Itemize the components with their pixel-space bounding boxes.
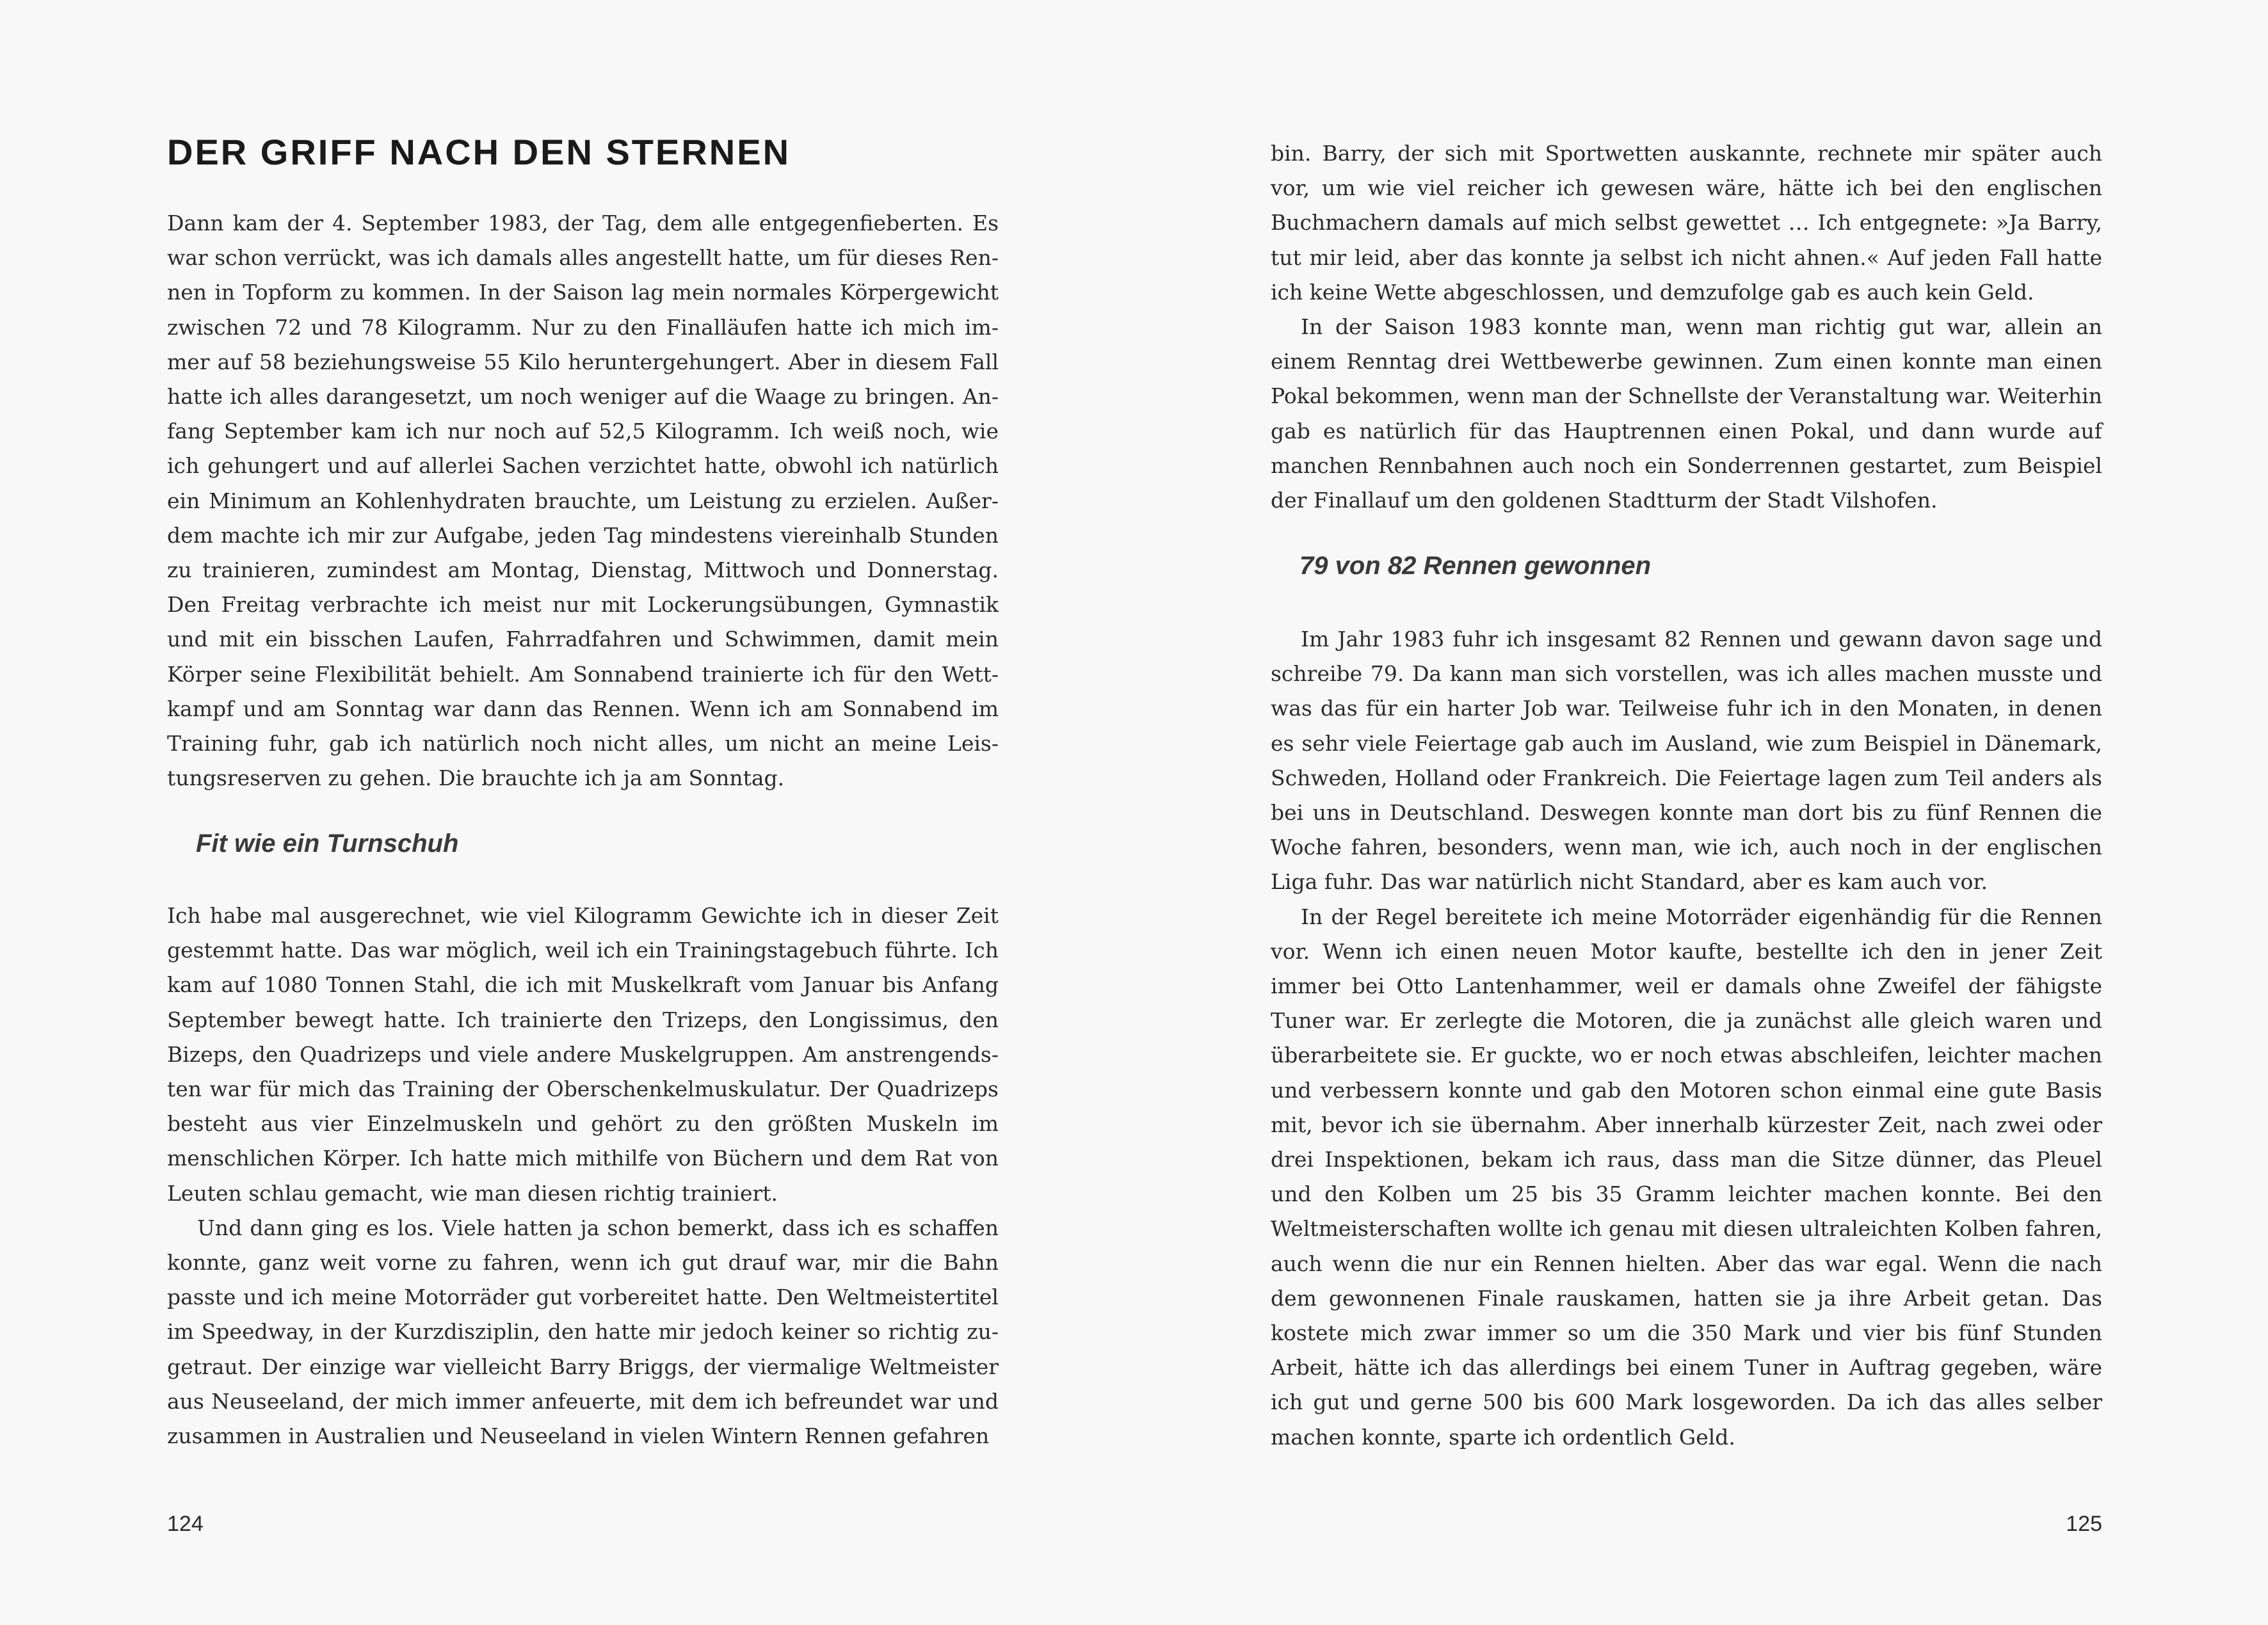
left-body-block-2: [167, 899, 999, 1453]
right-paragraph-4: In der Regel bereitete ich meine Motorräder eigenhändig für die Rennen vor. Wenn ich einen neuen Motor kaufte, bestellte ich den in jener Zeit immer bei Otto Lantenhammer, weil er damals ohne Zweifel der fähigste Tuner war. Er zerlegte die Motoren, die ja zunächst alle gleich waren und überarbeitete sie. Er guckte, wo er noch etwas abschleifen, leichter machen und verbessern konnte und gab den Motoren schon einmal eine gute Basis mit, bevor ich sie übernahm. Aber innerhalb kürzester Zeit, nach zwei oder drei Inspektionen, bekam ich raus, dass man die Sitze dünner, das Pleuel und den Kolben um 25 bis 35 Gramm leichter machen konnte. Bei den Weltmeisterschaften wollte ich genau mit diesen ultraleichten Kolben fahren, auch wenn die nur ein Rennen hielten. Aber das war egal. Wenn die nach dem gewonnenen Finale rauskamen, hatten sie ja ihre Arbeit getan. Das kostete mich zwar immer so um die 350 Mark und vier bis fünf Stunden Arbeit, hätte ich das allerdings bei einem Tuner in Auftrag gegeben, wäre ich gut und gerne 500 bis 600 Mark losgeworden. Da ich das alles selber machen konnte, sparte ich ordentlich Geld.: [1271, 904, 2102, 1450]
page-number-left: 124: [167, 1512, 204, 1536]
left-paragraph-1: Dann kam der 4. September 1983, der Tag, dem alle entgegenfieberten. Es war schon verrückt, was ich damals alles angestellt hatte, um für dieses Rennen in Topform zu kommen. In der Saison lag mein normales Körpergewicht zwischen 72 und 78 Kilogramm. Nur zu den Finalläufen hatte ich mich immer auf 58 beziehungsweise 55 Kilo heruntergehungert. Aber in diesem Fall hatte ich alles darangesetzt, um noch weniger auf die Waage zu bringen. Anfang September kam ich nur noch auf 52,5 Kilogramm. Ich weiß noch, wie ich gehungert und auf allerlei Sachen verzichtet hatte, obwohl ich natürlich ein Minimum an Kohlenhydraten brauchte, um Leistung zu erzielen. Außerdem machte ich mir zur Aufgabe, jeden Tag mindestens viereinhalb Stunden zu trainieren, zumindest am Montag, Dienstag, Mittwoch und Donnerstag. Den Freitag verbrachte ich meist nur mit Lockerungsübungen, Gymnastik und mit ein bisschen Laufen, Fahrradfahren und Schwimmen, damit mein Körper seine Flexibilität behielt. Am Sonnabend trainierte ich für den Wettkampf und am Sonntag war dann das Rennen. Wenn ich am Sonnabend im Training fuhr, gab ich natürlich noch nicht alles, um nicht an meine Leistungsreserven zu gehen. Die brauchte ich ja am Sonntag.: [167, 211, 999, 791]
left-body-block-1: [167, 206, 999, 796]
left-paragraph-2: Ich habe mal ausgerechnet, wie viel Kilogramm Gewichte ich in dieser Zeit gestemmt hatte. Das war möglich, weil ich ein Trainingstagebuch führte. Ich kam auf 1080 Tonnen Stahl, die ich mit Muskelkraft vom Januar bis Anfang September bewegt hatte. Ich trainierte den Trizeps, den Longissimus, den Bizeps, den Quadrizeps und viele andere Muskelgruppen. Am anstrengendsten war für mich das Training der Oberschenkelmuskulatur. Der Quadrizeps besteht aus vier Einzelmuskeln und gehört zu den größten Muskeln im menschlichen Körper. Ich hatte mich mithilfe von Büchern und dem Rat von Leuten schlau gemacht, wie man diesen richtig trainiert.: [167, 903, 999, 1206]
left-paragraph-3: Und dann ging es los. Viele hatten ja schon bemerkt, dass ich es schaffen konnte, ganz weit vorne zu fahren, wenn ich gut drauf war, mir die Bahn passte und ich meine Motorräder gut vorbereitet hatte. Den Weltmeistertitel im Speedway, in der Kurzdisziplin, den hatte mir jedoch keiner so richtig zugetraut. Der einzige war vielleicht Barry Briggs, der viermalige Weltmeister aus Neuseeland, der mich immer anfeuerte, mit dem ich befreundet war und zusammen in Australien und Neuseeland in vielen Wintern Rennen gefahren: [167, 1215, 999, 1449]
right-body-block-2: [1271, 622, 2102, 1455]
subheading-79-von-82-rennen: 79 von 82 Rennen gewonnen: [1299, 552, 1652, 580]
subheading-fit-wie-ein-turnschuh: Fit wie ein Turnschuh: [196, 829, 459, 858]
right-paragraph-3: Im Jahr 1983 fuhr ich insgesamt 82 Rennen und gewann davon sage und schreibe 79. Da kann man sich vorstellen, was ich alles machen musste und was das für ein harter Job war. Teilweise fuhr ich in den Monaten, in denen es sehr viele Feiertage gab auch im Ausland, wie zum Beispiel in Dänemark, Schweden, Holland oder Frankreich. Die Feiertage lagen zum Teil anders als bei uns in Deutschland. Deswegen konnte man dort bis zu fünf Rennen die Woche fahren, besonders, wenn man, wie ich, auch noch in der englischen Liga fuhr. Das war natürlich nicht Standard, aber es kam auch vor.: [1271, 627, 2102, 895]
chapter-title: DER GRIFF NACH DEN STERNEN: [167, 132, 791, 172]
right-paragraph-1: bin. Barry, der sich mit Sportwetten auskannte, rechnete mir später auch vor, um wie viel reicher ich gewesen wäre, hätte ich bei den englischen Buchmachern damals auf mich selbst gewettet … Ich entgegnete: »Ja Barry, tut mir leid, aber das konnte ja selbst ich nicht ahnen.« Auf jeden Fall hatte ich keine Wette abgeschlossen, und demzufolge gab es auch kein Geld.: [1271, 141, 2102, 305]
right-paragraph-2: In der Saison 1983 konnte man, wenn man richtig gut war, allein an einem Renntag drei Wettbewerbe gewinnen. Zum einen konnte man einen Pokal bekommen, wenn man der Schnellste der Veranstaltung war. Weiterhin gab es natürlich für das Hauptrennen einen Pokal, und dann wurde auf manchen Rennbahnen auch noch ein Sonderrennen gestartet, zum Beispiel der Finallauf um den goldenen Stadtturm der Stadt Vilshofen.: [1271, 314, 2102, 513]
right-body-block-1: [1271, 136, 2102, 518]
page-number-right: 125: [2066, 1512, 2102, 1536]
